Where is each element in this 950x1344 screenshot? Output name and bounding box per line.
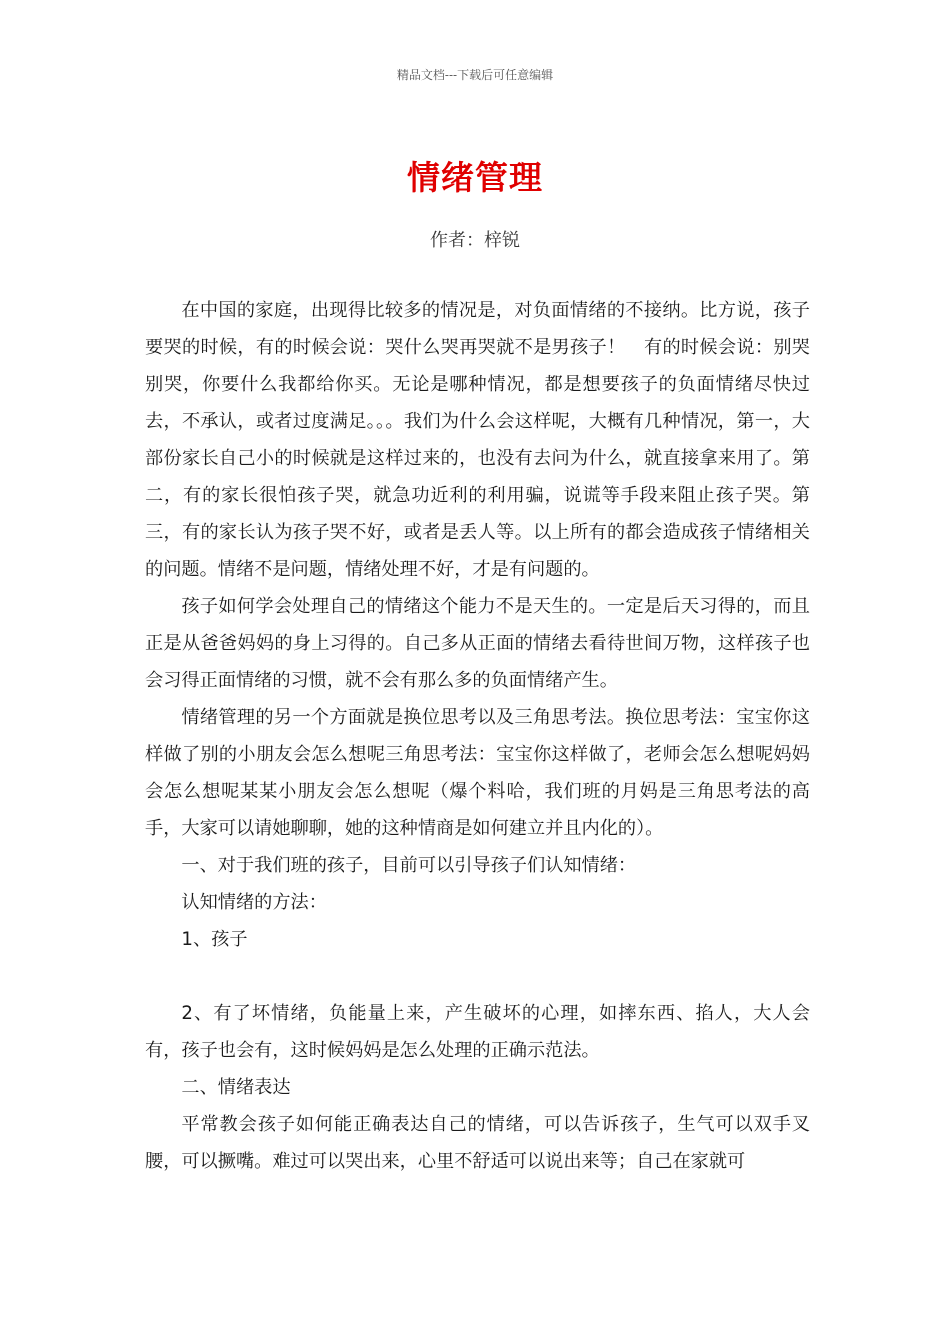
paragraph: 平常教会孩子如何能正确表达自己的情绪，可以告诉孩子，生气可以双手叉腰，可以撅嘴。难过可以哭出来，心里不舒适可以说出来等；自己在家就可 — [145, 1114, 810, 1172]
paragraph: 情绪管理的另一个方面就是换位思考以及三角思考法。换位思考法：宝宝你这样做了别的小朋友会怎么想呢三角思考法：宝宝你这样做了，老师会怎么想呢妈妈会怎么想呢某某小朋友会怎么想呢（爆个料哈，我们班的月妈是三角思考法的高手，大家可以请她聊聊，她的这种情商是如何建立并且内化的）。 — [145, 707, 810, 839]
header-note: 精品文档---下载后可任意编辑 — [396, 68, 554, 82]
section-heading: 二、情绪表达 — [181, 1077, 291, 1098]
list-item: 2、有了坏情绪，负能量上来，产生破坏的心理，如摔东西、掐人，大人会有，孩子也会有，这时候妈妈是怎么处理的正确示范法。 — [145, 1003, 810, 1061]
document-author: 作者：梓锐 — [430, 230, 520, 251]
paragraph: 在中国的家庭，出现得比较多的情况是，对负面情绪的不接纳。比方说，孩子要哭的时候，有的时候会说：哭什么哭再哭就不是男孩子！ 有的时候会说：别哭别哭，你要什么我都给你买。无论是哪种情况，都是想要孩子的负面情绪尽快过去，不承认，或者过度满足。。。我们为什么会这样呢，大概有几种情况，第一，大部份家长自己小的时候就是这样过来的，也没有去问为什么，就直接拿来用了。第二，有的家长很怕孩子哭，就急功近利的利用骗，说谎等手段来阻止孩子哭。第三，有的家长认为孩子哭不好，或者是丢人等。以上所有的都会造成孩子情绪相关的问题。情绪不是问题，情绪处理不好，才是有问题的。 — [145, 300, 810, 580]
document-body — [145, 292, 810, 1180]
paragraph: 孩子如何学会处理自己的情绪这个能力不是天生的。一定是后天习得的，而且正是从爸爸妈妈的身上习得的。自己多从正面的情绪去看待世间万物，这样孩子也会习得正面情绪的习惯，就不会有那么多的负面情绪产生。 — [145, 596, 810, 691]
list-item: 一、对于我们班的孩子，目前可以引导孩子们认知情绪： — [181, 855, 637, 876]
document-title: 情绪管理 — [407, 158, 543, 197]
list-item: 1、孩子 — [181, 929, 248, 950]
list-item: 认知情绪的方法： — [181, 892, 327, 913]
